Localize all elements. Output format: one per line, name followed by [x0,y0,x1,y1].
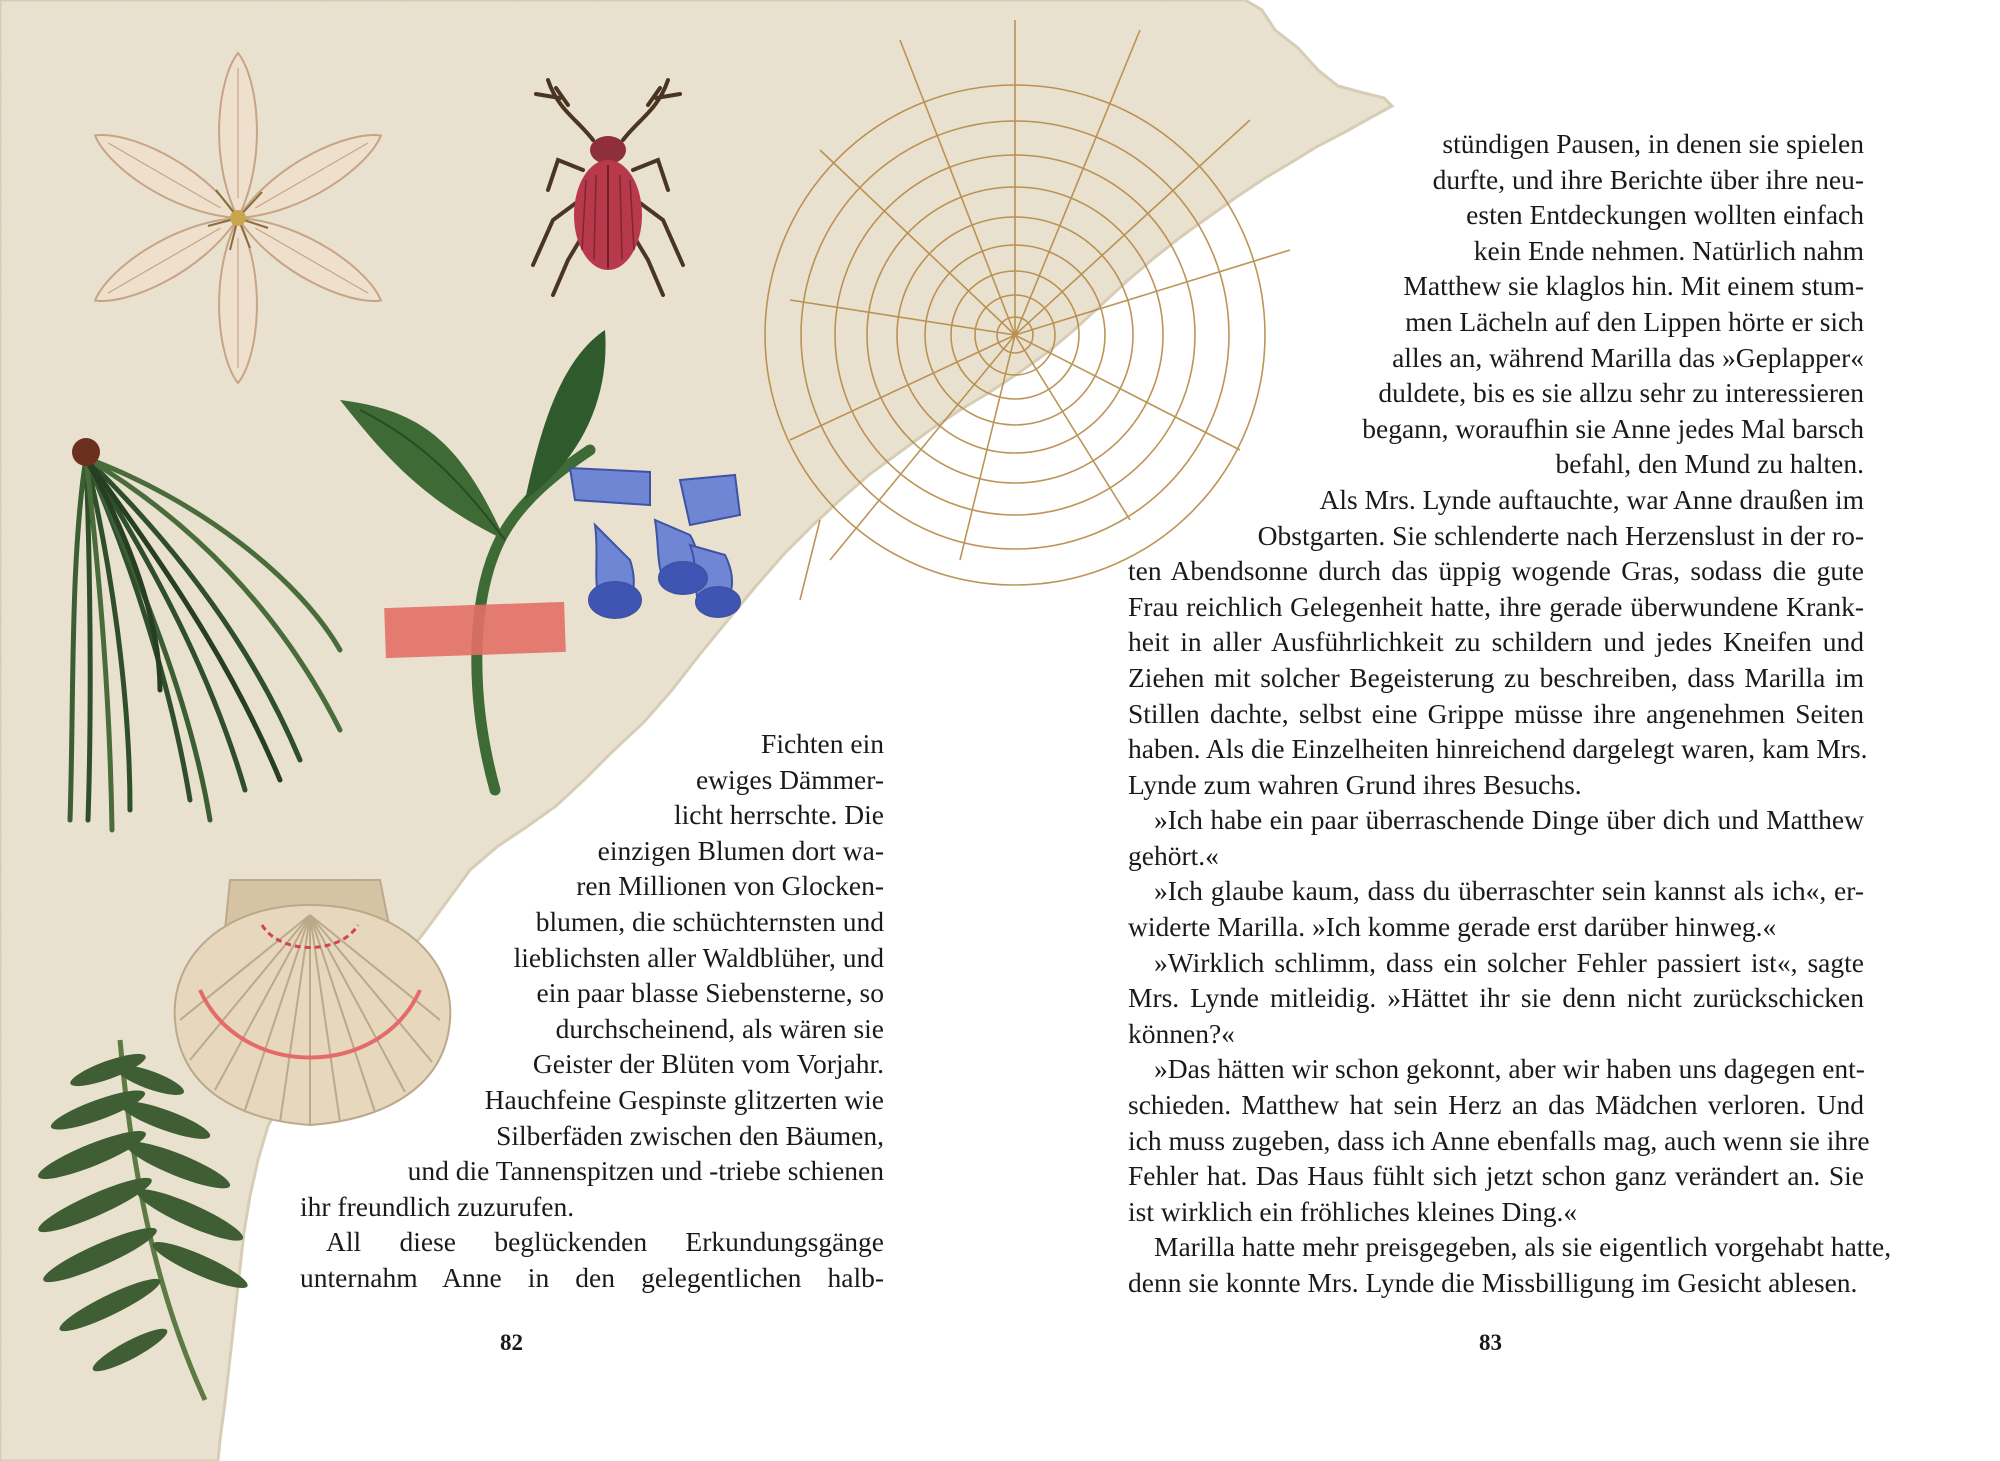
text-line: Obstgarten. Sie schlenderte nach Herzenslust in der ro- [1257,519,1864,551]
text-line: esten Entdeckungen wollten einfach [1466,199,1864,231]
text-line: Geister der Blüten vom Vorjahr. [532,1048,884,1080]
text-line: Lynde zum wahren Grund ihres Besuchs. [1128,768,1582,800]
text-line: ist wirklich ein fröhliches kleines Ding.« [1128,1195,1578,1227]
text-line: blumen, die schüchternsten und [535,905,884,937]
text-line: All diese beglückenden Erkundungsgänge [326,1226,884,1258]
text-line: haben. Als die Einzelheiten hinreichend dargelegt waren, kam Mrs. [1128,733,1868,765]
text-line: ihr freundlich zuzurufen. [300,1190,575,1222]
text-line: Fehler hat. Das Haus fühlt sich jetzt schon ganz verändert an. Sie [1128,1160,1864,1192]
text-line: lieblichsten aller Waldblüher, und [513,941,884,973]
text-line: duldete, bis es sie allzu sehr zu interessieren [1378,377,1864,409]
left-page-text [300,726,884,1296]
text-line: Matthew sie klaglos hin. Mit einem stum- [1403,270,1864,302]
text-line: heit in aller Ausführlichkeit zu schildern und jedes Kneifen und [1128,626,1864,658]
text-line: unternahm Anne in den gelegentlichen halb- [300,1261,884,1293]
text-line: Als Mrs. Lynde auftauchte, war Anne draußen im [1319,483,1864,515]
text-line: »Ich habe ein paar überraschende Dinge über dich und Matthew [1154,804,1864,836]
text-line: denn sie konnte Mrs. Lynde die Missbilligung im Gesicht ablesen. [1128,1267,1858,1298]
text-line: Mrs. Lynde mitleidig. »Hättet ihr sie denn nicht zurückschicken [1128,982,1864,1014]
text-line: schieden. Matthew hat sein Herz an das Mädchen verloren. Und [1128,1089,1864,1121]
text-line: einzigen Blumen dort wa- [597,834,884,866]
text-line: »Das hätten wir schon gekonnt, aber wir haben uns dagegen ent- [1154,1053,1865,1085]
text-line: stündigen Pausen, in denen sie spielen [1442,128,1864,159]
text-line: durchscheinend, als wären sie [555,1012,884,1044]
text-line: befahl, den Mund zu halten. [1555,448,1864,480]
text-line: ewiges Dämmer- [695,763,884,795]
text-line: durfte, und ihre Berichte über ihre neu- [1432,163,1864,195]
text-line: ich muss zugeben, dass ich Anne ebenfalls mag, auch wenn sie ihre [1128,1124,1870,1156]
text-line: Marilla hatte mehr preisgegeben, als sie eigentlich vorgehabt hatte, [1154,1231,1892,1263]
text-line: ein paar blasse Siebensterne, so [536,977,884,1009]
text-line: ren Millionen von Glocken- [576,870,884,902]
text-line: und die Tannenspitzen und -triebe schienen [407,1155,884,1187]
text-line: Fichten ein [761,728,884,759]
right-page-text [1128,126,1892,1301]
text-line: »Wirklich schlimm, dass ein solcher Fehler passiert ist«, sagte [1154,946,1864,978]
text-line: licht herrschte. Die [674,799,884,831]
text-line: Ziehen mit solcher Begeisterung zu beschreiben, dass Marilla im [1128,661,1864,693]
page-number-left: 82 [500,1330,523,1355]
text-line: Stillen dachte, selbst eine Grippe müsse ihre angenehmen Seiten [1128,697,1864,729]
text-line: kein Ende nehmen. Natürlich nahm [1473,234,1864,266]
text-line: alles an, während Marilla das »Geplapper« [1392,341,1864,373]
text-line: gehört.« [1128,839,1219,871]
text-line: »Ich glaube kaum, dass du überraschter sein kannst als ich«, er- [1154,875,1864,907]
text-line: men Lächeln auf den Lippen hörte er sich [1405,305,1864,337]
text-line: begann, woraufhin sie Anne jedes Mal barsch [1362,412,1864,444]
text-line: können?« [1128,1017,1235,1049]
text-line: Frau reichlich Gelegenheit hatte, ihre gerade überwundene Krank- [1128,590,1864,622]
text-line: Silberfäden zwischen den Bäumen, [496,1119,884,1151]
text-line: ten Abendsonne durch das üppig wogende Gras, sodass die gute [1128,555,1864,587]
text-line: Hauchfeine Gespinste glitzerten wie [484,1083,884,1115]
text-line: widerte Marilla. »Ich komme gerade erst darüber hinweg.« [1128,911,1777,943]
page-number-right: 83 [1479,1330,1502,1355]
